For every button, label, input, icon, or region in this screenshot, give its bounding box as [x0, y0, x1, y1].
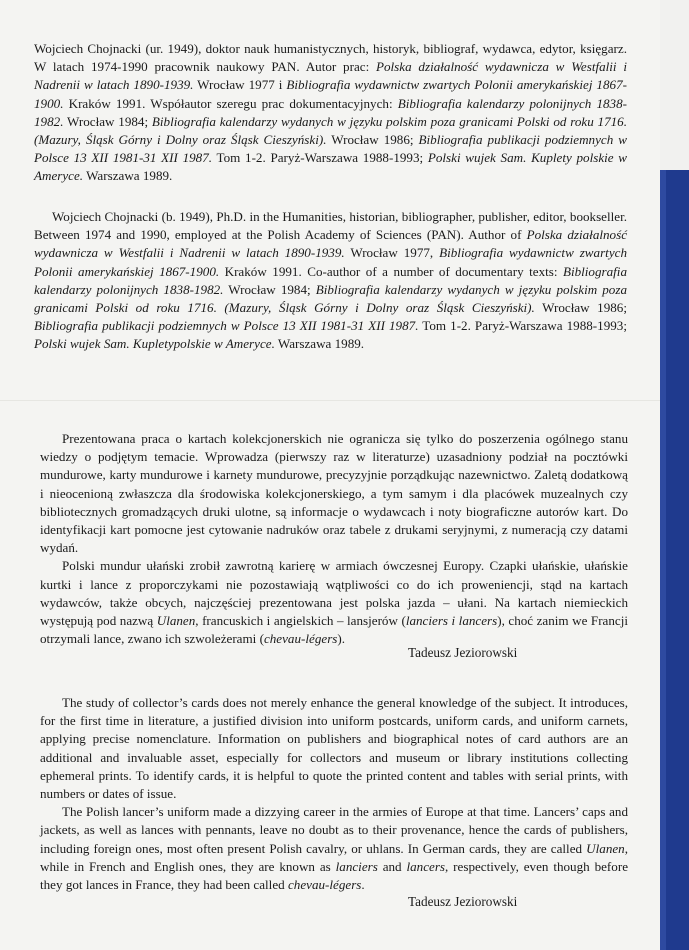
foreign-term: Ulanen	[586, 840, 625, 856]
foreign-term: lanciers	[335, 858, 378, 874]
author-bio-polish	[34, 40, 627, 186]
review-polish	[40, 430, 628, 648]
book-title: Bibliografia wydawnictw zwartych Polonii amerykańskiej 1867-1900.	[34, 77, 627, 111]
text-run: , francuskich i angielskich – lansjerów (	[195, 613, 406, 629]
text-run: Wrocław 1977,	[344, 245, 440, 261]
foreign-term: chevau-légers	[263, 631, 338, 647]
foreign-term: Ulanen	[156, 613, 196, 629]
text-run: Tom 1-2. Paryż-Warszawa 1988-1993;	[212, 150, 428, 166]
foreign-term: lancers	[406, 858, 446, 874]
author-bio-polish-paragraph	[34, 40, 627, 186]
text-run: ).	[337, 631, 346, 647]
text-run: Wrocław 1984;	[223, 281, 316, 297]
text-run: , respectively, even though before they got lances in France, they had been called	[40, 858, 629, 893]
review-english-paragraph-2	[40, 803, 628, 894]
review-english-signature: Tadeusz Jeziorowski	[408, 894, 518, 909]
text-run: , while in French and English ones, they are known as	[40, 840, 628, 874]
book-title: Polski wujek Sam. Kuplety polskie w Ameryce.	[34, 150, 628, 184]
text-run: Kraków 1991. Co-author of a number of documentary texts:	[219, 263, 563, 279]
cover-edge-light	[660, 0, 689, 170]
review-polish-signature: Tadeusz Jeziorowski	[408, 645, 518, 660]
text-run: Wrocław 1986;	[326, 132, 419, 148]
book-title: Bibliografia kalendarzy wydanych w języku polskim poza granicami Polski od roku 1716. (Mazury, Śląsk Górny i Dolny oraz Śląsk Cieszyński).	[34, 113, 628, 148]
text-run: Warszawa 1989.	[274, 336, 365, 352]
text-run: Wrocław 1986;	[534, 300, 627, 316]
text-run: Kraków 1991. Współautor szeregu prac dokumentacyjnych:	[63, 95, 398, 111]
book-title: Polska działalność wydawnicza w Westfalii i Nadrenii w latach 1890-1939.	[34, 59, 627, 93]
text-run: Wojciech Chojnacki (ur. 1949), doktor nauk humanistycznych, historyk, bibliograf, wydawca, edytor, księgarz. W latach 1974-1990 pracownik naukowy PAN. Autor prac:	[34, 41, 627, 75]
review-polish-paragraph-1: Prezentowana praca o kartach kolekcjonerskich nie ogranicza się tylko do poszerzenia ogólnego stanu wiedzy o podjętym temacie. Wprowadza (pierwszy raz w literaturze) uzasadniony podział na pocztówki mundurowe, karty mundurowe i karnety mundurowe, precyzyjnie porządkując nazewnictwo. Zaletą dodatkową i nieocenioną zwłaszcza dla środowiska kolekcjonerskiego, a tym samym i dla placówek muzealnych czy bibliotecznych gromadzących druki ulotne, są informacje o wydawcach i noty biograficzne autorów kart. Do identyfikacji kart pomocne jest cytowanie nadruków oraz tabele z drukami seryjnymi, z numeracją czy datami wydań.	[40, 431, 628, 556]
text-run: Wrocław 1984;	[63, 113, 152, 129]
foreign-term: lanciers i lancers	[405, 613, 498, 629]
text-run: .	[361, 877, 365, 893]
text-run: Wojciech Chojnacki (b. 1949), Ph.D. in the Humanities, historian, bibliographer, publisher, editor, bookseller. Between 1974 and 1990, employed at the Polish Academy of Sciences (PAN). Author of	[34, 209, 627, 243]
book-title: Bibliografia kalendarzy wydanych w języku polskim poza granicami Polski od roku 1716. (Mazury, Śląsk Górny i Dolny oraz Śląsk Cieszyński).	[34, 281, 627, 316]
book-title: Polski wujek Sam. Kupletypolskie w Ameryce.	[34, 336, 275, 352]
book-title: Bibliografia publikacji podziemnych w Polsce 13 XII 1981-31 XII 1987.	[34, 132, 627, 166]
review-english-paragraph-1: The study of collector’s cards does not merely enhance the general knowledge of the subject. It introduces, for the first time in literature, a justified division into uniform postcards, uniform cards, and uniform carnets, applying precise nomenclature. Information on publishers and biographical notes of card authors are an additional and invaluable asset, especially for collectors and museum or library institutions collecting ephemeral prints. To identify cards, it is helpful to quote the printed content and tables with serial prints, with numbers or dates of issue.	[40, 695, 628, 802]
text-run: and	[377, 858, 407, 874]
foreign-term: chevau-légers	[287, 877, 362, 893]
text-run: Wrocław 1977 i	[193, 77, 287, 93]
text-run: ), choć zanim we Francji otrzymali lance, zwano ich szwoleżerami (	[40, 613, 629, 647]
book-title: Polska działalność wydawnicza w Westfalii i Nadrenii w latach 1890-1939.	[34, 227, 628, 261]
book-title: Bibliografia kalendarzy polonijnych 1838-1982.	[34, 95, 628, 129]
book-title: Bibliografia wydawnictw zwartych Polonii amerykańskiej 1867-1900.	[34, 245, 627, 279]
review-polish-paragraph-2	[40, 557, 628, 648]
page-crease	[0, 400, 660, 401]
text-run: The Polish lancer’s uniform made a dizzying career in the armies of Europe at that time. Lancers’ caps and jackets, as well as lances with pennants, leave no doubt as to their provenance, hence the cards of publishers, including foreign ones, most often present Polish cavalry, or uhlans. In German cards, they are called	[40, 804, 628, 856]
author-bio-english-paragraph	[34, 208, 627, 354]
author-bio-english	[34, 208, 627, 354]
book-title: Bibliografia kalendarzy polonijnych 1838-1982.	[34, 263, 627, 297]
book-title: Bibliografia publikacji podziemnych w Polsce 13 XII 1981-31 XII 1987.	[34, 318, 419, 334]
text-run: Tom 1-2. Paryż-Warszawa 1988-1993;	[418, 318, 627, 334]
text-run: Polski mundur ułański zrobił zawrotną karierę w armiach ówczesnej Europy. Czapki ułańskie, ułańskie kurtki i lance z proporczykami nie pozostawiają wątpliwości co do ich proweniencji, stąd na kartach wydawców, także obcych, najczęściej prezentowana jest polska jazda – ułani. Na kartach niemieckich występują pod nazwą	[40, 558, 628, 629]
cover-edge-shade	[660, 170, 666, 950]
review-english	[40, 694, 628, 894]
text-run: Warszawa 1989.	[83, 168, 173, 184]
cover-edge-band	[660, 0, 689, 950]
